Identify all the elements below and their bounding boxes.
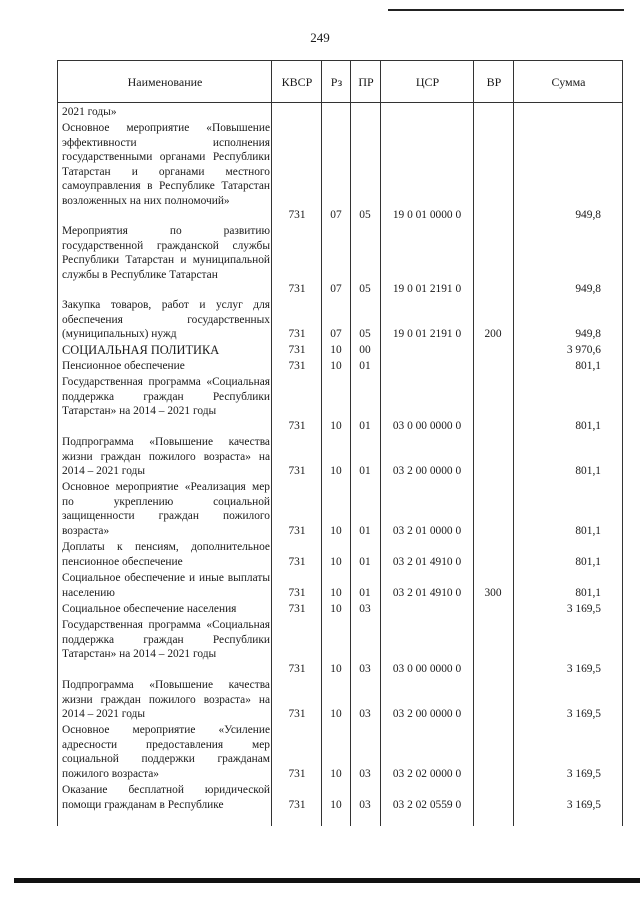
row-csr: 03 2 00 0000 0 — [392, 465, 462, 478]
row-pr: 01 — [359, 556, 371, 569]
row-csr: 19 0 01 2191 0 — [392, 283, 462, 296]
page-number: 249 — [310, 30, 330, 45]
row-pr: 01 — [359, 525, 371, 538]
row-rz: 10 — [330, 603, 342, 616]
row-rz: 10 — [330, 465, 342, 478]
row-csr: 03 2 02 0559 0 — [392, 799, 462, 812]
table-row — [0, 343, 640, 358]
bottom-bar — [14, 878, 640, 883]
header-rz: Рз — [330, 75, 343, 89]
row-name: Подпрограмма «Повышение качества жизни граждан пожилого возраста» на 2014 – 2021 годы — [62, 679, 270, 721]
table-row — [0, 375, 640, 434]
row-sum: 949,8 — [575, 209, 601, 222]
row-rz: 10 — [330, 525, 342, 538]
row-sum: 949,8 — [575, 283, 601, 296]
row-csr: 03 2 01 4910 0 — [392, 556, 462, 569]
row-sum: 801,1 — [575, 556, 601, 569]
row-pr: 05 — [359, 328, 371, 341]
row-pr: 03 — [359, 603, 371, 616]
row-name: Социальное обеспечение населения — [62, 603, 237, 615]
row-kvsr: 731 — [288, 328, 306, 341]
row-kvsr: 731 — [288, 708, 306, 721]
row-csr: 19 0 01 0000 0 — [392, 209, 462, 222]
table-row — [0, 602, 640, 617]
row-name: Оказание бесплатной юридической помощи гражданам в Республике — [62, 784, 270, 811]
row-rz: 10 — [330, 556, 342, 569]
row-pr: 03 — [359, 663, 371, 676]
row-sum: 801,1 — [575, 587, 601, 600]
table-row — [0, 540, 640, 570]
row-kvsr: 731 — [288, 283, 306, 296]
row-pr: 03 — [359, 799, 371, 812]
row-pr: 05 — [359, 283, 371, 296]
table-row — [0, 298, 640, 342]
row-pr: 05 — [359, 209, 371, 222]
row-kvsr: 731 — [288, 799, 306, 812]
row-csr: 19 0 01 2191 0 — [392, 328, 462, 341]
row-csr: 03 2 02 0000 0 — [392, 768, 462, 781]
row-csr: 03 0 00 0000 0 — [392, 420, 462, 433]
table-row — [0, 435, 640, 479]
row-name: Доплаты к пенсиям, дополнительное пенсионное обеспечение — [62, 541, 270, 568]
row-rz: 10 — [330, 663, 342, 676]
row-name: Мероприятия по развитию государственной гражданской службы Республики Татарстан и муниципальной службы в Республике Татарстан — [62, 225, 270, 281]
row-pr: 01 — [359, 360, 371, 373]
header-vr: ВР — [486, 75, 502, 89]
table-row — [0, 723, 640, 782]
row-rz: 10 — [330, 768, 342, 781]
header-pr: ПР — [358, 75, 374, 89]
row-sum: 3 169,5 — [566, 603, 601, 616]
row-name: Основное мероприятие «Реализация мер по укреплению социальной защищенности граждан пожилого возраста» — [62, 481, 270, 537]
table-row — [0, 678, 640, 722]
row-kvsr: 731 — [288, 360, 306, 373]
row-kvsr: 731 — [288, 465, 306, 478]
row-csr: 03 2 01 4910 0 — [392, 587, 462, 600]
row-sum: 801,1 — [575, 420, 601, 433]
row-sum: 801,1 — [575, 465, 601, 478]
table-row — [0, 224, 640, 297]
row-sum: 3 169,5 — [566, 768, 601, 781]
row-pr: 00 — [359, 344, 371, 357]
table-row — [0, 121, 640, 223]
row-vr: 200 — [484, 328, 502, 341]
header-sum: Сумма — [551, 75, 586, 89]
row-name: Основное мероприятие «Усиление адресности предоставления мер социальной поддержки гражданам пожилого возраста» — [62, 724, 270, 780]
row-name: Государственная программа «Социальная поддержка граждан Республики Татарстан» на 2014 – 2021 годы — [62, 376, 270, 418]
row-pr: 01 — [359, 420, 371, 433]
header-name: Наименование — [127, 75, 203, 89]
row-name: 2021 годы» — [62, 106, 117, 118]
row-kvsr: 731 — [288, 556, 306, 569]
table-row — [0, 480, 640, 539]
row-kvsr: 731 — [288, 603, 306, 616]
row-rz: 10 — [330, 799, 342, 812]
row-name: Пенсионное обеспечение — [62, 360, 185, 372]
table-row — [0, 359, 640, 374]
row-rz: 07 — [330, 283, 342, 296]
row-rz: 07 — [330, 209, 342, 222]
table-row — [0, 105, 640, 120]
row-sum: 801,1 — [575, 360, 601, 373]
row-rz: 10 — [330, 708, 342, 721]
row-rz: 07 — [330, 328, 342, 341]
row-rz: 10 — [330, 344, 342, 357]
row-sum: 949,8 — [575, 328, 601, 341]
row-kvsr: 731 — [288, 344, 306, 357]
row-kvsr: 731 — [288, 768, 306, 781]
row-rz: 10 — [330, 420, 342, 433]
row-name: СОЦИАЛЬНАЯ ПОЛИТИКА — [62, 343, 220, 357]
row-pr: 03 — [359, 768, 371, 781]
table-row — [0, 571, 640, 601]
row-pr: 01 — [359, 587, 371, 600]
row-name: Закупка товаров, работ и услуг для обеспечения государственных (муниципальных) нужд — [62, 299, 270, 341]
row-name: Социальное обеспечение и иные выплаты населению — [62, 572, 270, 599]
row-vr: 300 — [484, 587, 502, 600]
row-kvsr: 731 — [288, 587, 306, 600]
row-kvsr: 731 — [288, 663, 306, 676]
row-name: Подпрограмма «Повышение качества жизни граждан пожилого возраста» на 2014 – 2021 годы — [62, 436, 270, 478]
row-name: Основное мероприятие «Повышение эффективности исполнения государственными органами Республики Татарстан и органами местного самоуправления в Республике Татарстан возложенных на них полномочий» — [62, 122, 270, 207]
header-csr: ЦСР — [415, 75, 440, 89]
row-kvsr: 731 — [288, 209, 306, 222]
row-csr: 03 2 00 0000 0 — [392, 708, 462, 721]
row-sum: 3 169,5 — [566, 663, 601, 676]
table-row — [0, 783, 640, 813]
row-sum: 3 169,5 — [566, 708, 601, 721]
row-sum: 3 970,6 — [566, 344, 601, 357]
header-kvsr: КВСР — [281, 75, 313, 89]
row-pr: 03 — [359, 708, 371, 721]
row-csr: 03 0 00 0000 0 — [392, 663, 462, 676]
row-sum: 3 169,5 — [566, 799, 601, 812]
row-csr: 03 2 01 0000 0 — [392, 525, 462, 538]
row-name: Государственная программа «Социальная поддержка граждан Республики Татарстан» на 2014 – 2021 годы — [62, 619, 270, 661]
row-pr: 01 — [359, 465, 371, 478]
row-kvsr: 731 — [288, 420, 306, 433]
row-sum: 801,1 — [575, 525, 601, 538]
row-rz: 10 — [330, 587, 342, 600]
row-kvsr: 731 — [288, 525, 306, 538]
table-row — [0, 618, 640, 677]
row-rz: 10 — [330, 360, 342, 373]
